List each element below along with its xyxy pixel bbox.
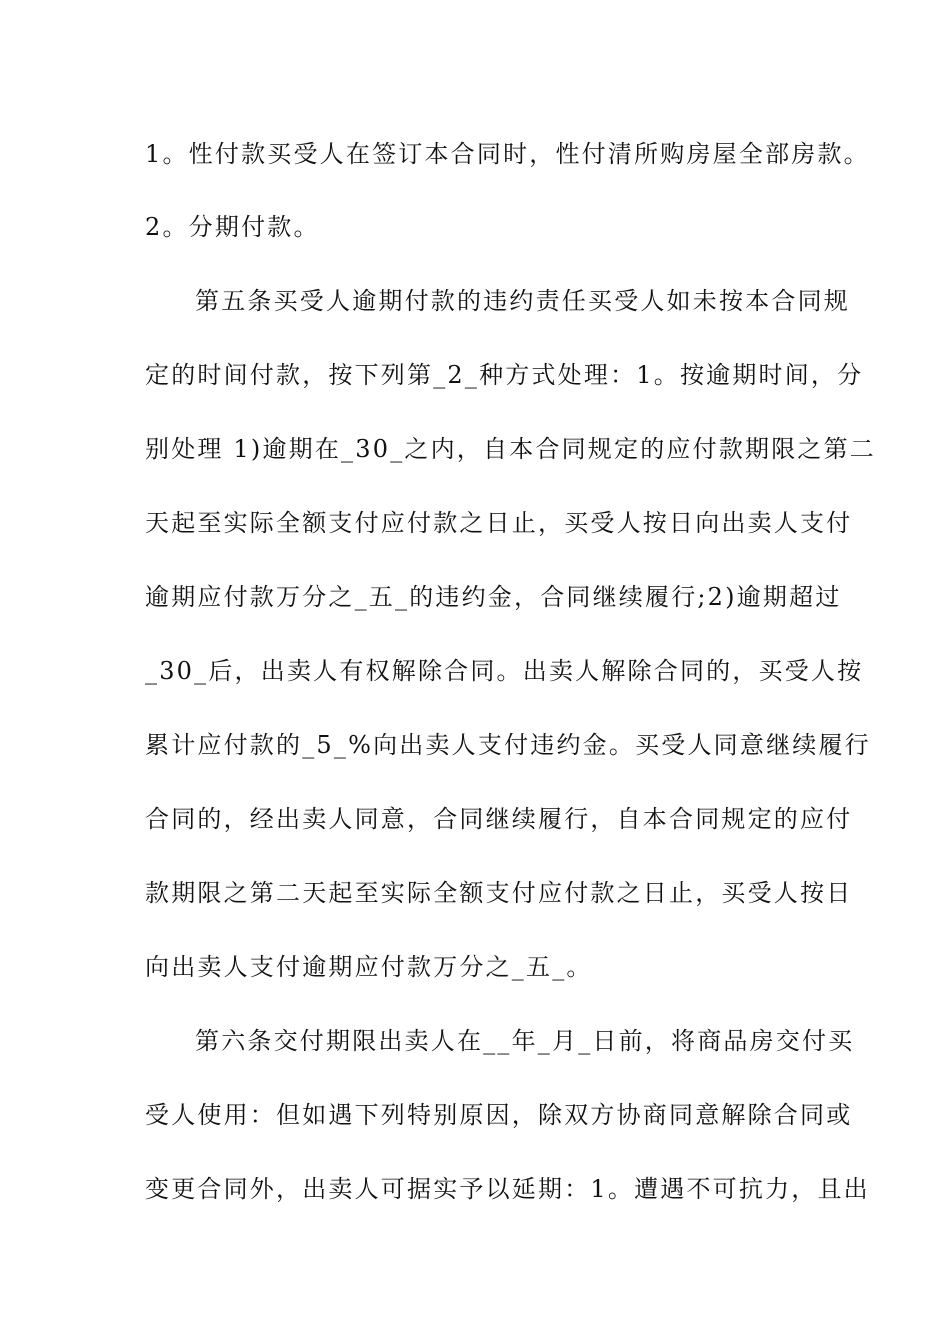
text-line: 别处理 1)逾期在_30_之内，自本合同规定的应付款期限之第二: [145, 435, 876, 463]
paragraph-heading-article-6: 第六条交付期限出卖人在__年_月_日前，将商品房交付买: [195, 1027, 855, 1055]
text-line: 受人使用：但如遇下列特别原因，除双方协商同意解除合同或: [145, 1101, 853, 1129]
paragraph-heading-article-5: 第五条买受人逾期付款的违约责任买受人如未按本合同规: [195, 287, 850, 315]
text-line: 逾期应付款万分之_五_的违约金，合同继续履行;2)逾期超过: [145, 583, 842, 611]
text-line: 合同的，经出卖人同意，合同继续履行，自本合同规定的应付: [145, 805, 853, 833]
text-line: 向出卖人支付逾期应付款万分之_五_。: [145, 953, 593, 981]
text-line: 2。分期付款。: [145, 213, 320, 241]
text-line: _30_后，出卖人有权解除合同。出卖人解除合同的，买受人按: [145, 657, 864, 685]
text-line: 变更合同外，出卖人可据实予以延期：1。遭遇不可抗力，且出: [145, 1175, 870, 1203]
text-line: 定的时间付款，按下列第_2_种方式处理：1。按逾期时间，分: [145, 361, 864, 389]
text-line: 天起至实际全额支付应付款之日止，买受人按日向出卖人支付: [145, 509, 853, 537]
text-line: 1。性付款买受人在签订本合同时，性付清所购房屋全部房款。: [145, 140, 870, 168]
text-line: 累计应付款的_5_%向出卖人支付违约金。买受人同意继续履行: [145, 731, 871, 759]
text-line: 款期限之第二天起至实际全额支付应付款之日止，买受人按日: [145, 879, 853, 907]
